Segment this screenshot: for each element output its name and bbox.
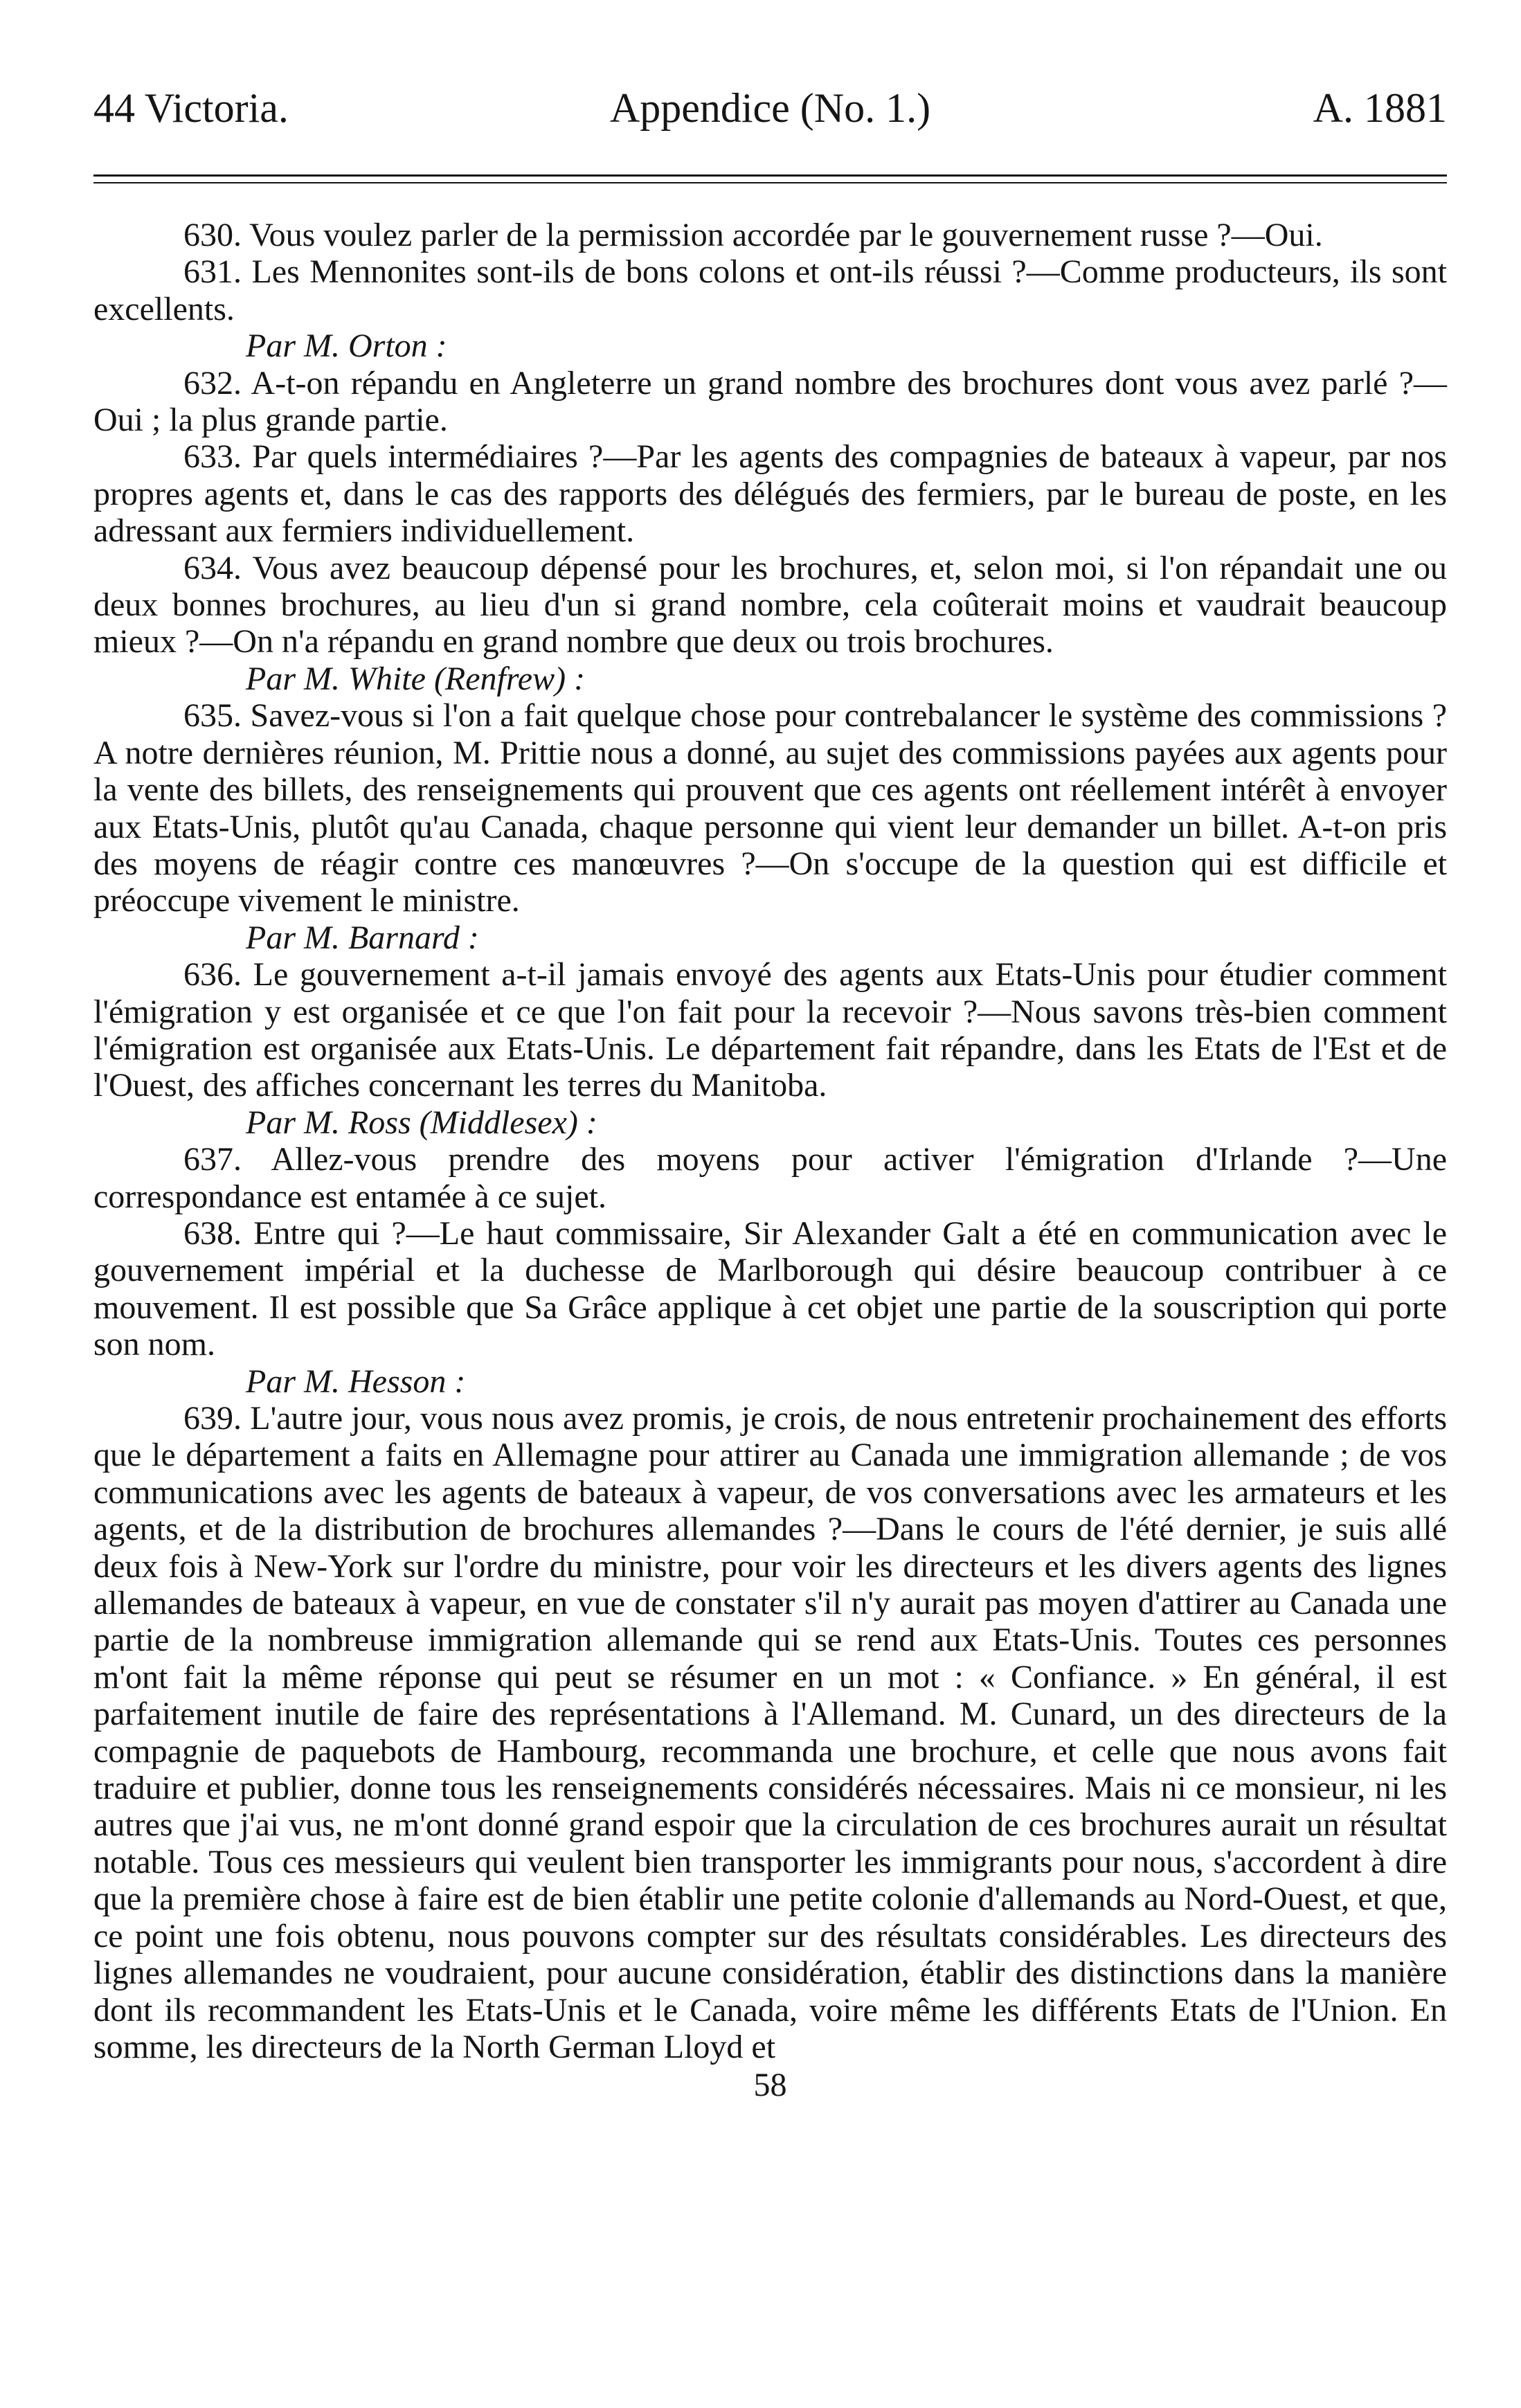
header-session: 44 Victoria. — [93, 85, 289, 131]
speaker-orton: Par M. Orton : — [246, 327, 447, 365]
question-634: 634. Vous avez beaucoup dépensé pour les brochures, et, selon moi, si l'on répandait une ou deux bonnes brochures, au lieu d'un si grand nombre, cela coûterait moins et vaudrait beaucoup mieux ?—On n'a répandu en grand nombre que deux ou trois brochures. — [93, 549, 1447, 661]
speaker-barnard: Par M. Barnard : — [246, 919, 479, 956]
header-rule-top — [93, 174, 1447, 177]
question-636: 636. Le gouvernement a-t-il jamais envoyé des agents aux Etats-Unis pour étudier comment l'émigration y est organisée et ce que l'on fait pour la recevoir ?—Nous savons très-bien comment l'émigration est organisée aux Etats-Unis. Le département fait répandre, dans les Etats de l'Est et de l'Ouest, des affiches concernant les terres du Manitoba. — [93, 956, 1447, 1104]
header-year: A. 1881 — [1313, 85, 1447, 131]
page-number: 58 — [753, 2067, 787, 2104]
speaker-hesson: Par M. Hesson : — [246, 1363, 466, 1400]
document-page — [93, 83, 1447, 2104]
question-632: 632. A-t-on répandu en Angleterre un grand nombre des brochures dont vous avez parlé ?—Oui ; la plus grande partie. — [93, 364, 1447, 439]
question-638: 638. Entre qui ?—Le haut commissaire, Sir Alexander Galt a été en communication avec le gouvernement impérial et la duchesse de Marlborough qui désire beaucoup contribuer à ce mouvement. Il est possible que Sa Grâce applique à cet objet une partie de la souscription qui porte son nom. — [93, 1214, 1447, 1363]
testimony-body — [93, 217, 1447, 2065]
speaker-white: Par M. White (Renfrew) : — [246, 660, 586, 697]
header-rule-bottom — [93, 182, 1447, 183]
question-637: 637. Allez-vous prendre des moyens pour activer l'émigration d'Irlande ?—Une correspondance est entamée à ce sujet. — [93, 1141, 1447, 1215]
question-635: 635. Savez-vous si l'on a fait quelque chose pour contrebalancer le système des commissions ? A notre dernières réunion, M. Prittie nous a donné, au sujet des commissions payées aux agents pour la vente des billets, des renseignements qui prouvent que ces agents ont réellement intérêt à envoyer aux Etats-Unis, plutôt qu'au Canada, chaque personne qui vient leur demander un billet. A-t-on pris des moyens de réagir contre ces manœuvres ?—On s'occupe de la question qui est difficile et préoccupe vivement le ministre. — [93, 697, 1447, 919]
question-639: 639. L'autre jour, vous nous avez promis, je crois, de nous entretenir prochainement des efforts que le département a faits en Allemagne pour attirer au Canada une immigration allemande ; de vos communications avec les agents de bateaux à vapeur, de vos conversations avec les armateurs et les agents, et de la distribution de brochures allemandes ?—Dans le cours de l'été dernier, je suis allé deux fois à New-York sur l'ordre du ministre, pour voir les directeurs et les divers agents des lignes allemandes de bateaux à vapeur, en vue de constater s'il n'y aurait pas moyen d'attirer au Canada une partie de la nombreuse immigration allemande qui se rend aux Etats-Unis. Toutes ces personnes m'ont fait la même réponse qui peut se résumer en un mot : « Confiance. » En général, il est parfaitement inutile de faire des représentations à l'Allemand. M. Cunard, un des directeurs de la compagnie de paquebots de Hambourg, recommanda une brochure, et celle que nous avons fait traduire et publier, donne tous les renseignements considérés nécessaires. Mais ni ce monsieur, ni les autres que j'ai vus, ne m'ont donné grand espoir que la circulation de ces brochures aurait un résultat notable. Tous ces messieurs qui veulent bien transporter les immigrants pour nous, s'accordent à dire que la première chose à faire est de bien établir une petite colonie d'allemands au Nord-Ouest, et que, ce point une fois obtenu, nous pouvons compter sur des résultats considérables. Les directeurs des lignes allemandes ne voudraient, pour aucune considération, établir des distinctions dans la manière dont ils recommandent les Etats-Unis et le Canada, voire même les différents Etats de l'Union. En somme, les directeurs de la North German Lloyd et — [93, 1400, 1447, 2065]
question-633: 633. Par quels intermédiaires ?—Par les agents des compagnies de bateaux à vapeur, par nos propres agents et, dans le cas des rapports des délégués des fermiers, par le bureau de poste, en les adressant aux fermiers individuellement. — [93, 438, 1447, 550]
running-head — [93, 83, 1447, 133]
header-appendix: Appendice (No. 1.) — [609, 85, 931, 131]
question-631: 631. Les Mennonites sont-ils de bons colons et ont-ils réussi ?—Comme producteurs, ils sont excellents. — [93, 253, 1447, 327]
question-630: 630. Vous voulez parler de la permission accordée par le gouvernement russe ?—Oui. — [183, 217, 1323, 253]
speaker-ross: Par M. Ross (Middlesex) : — [246, 1104, 597, 1141]
